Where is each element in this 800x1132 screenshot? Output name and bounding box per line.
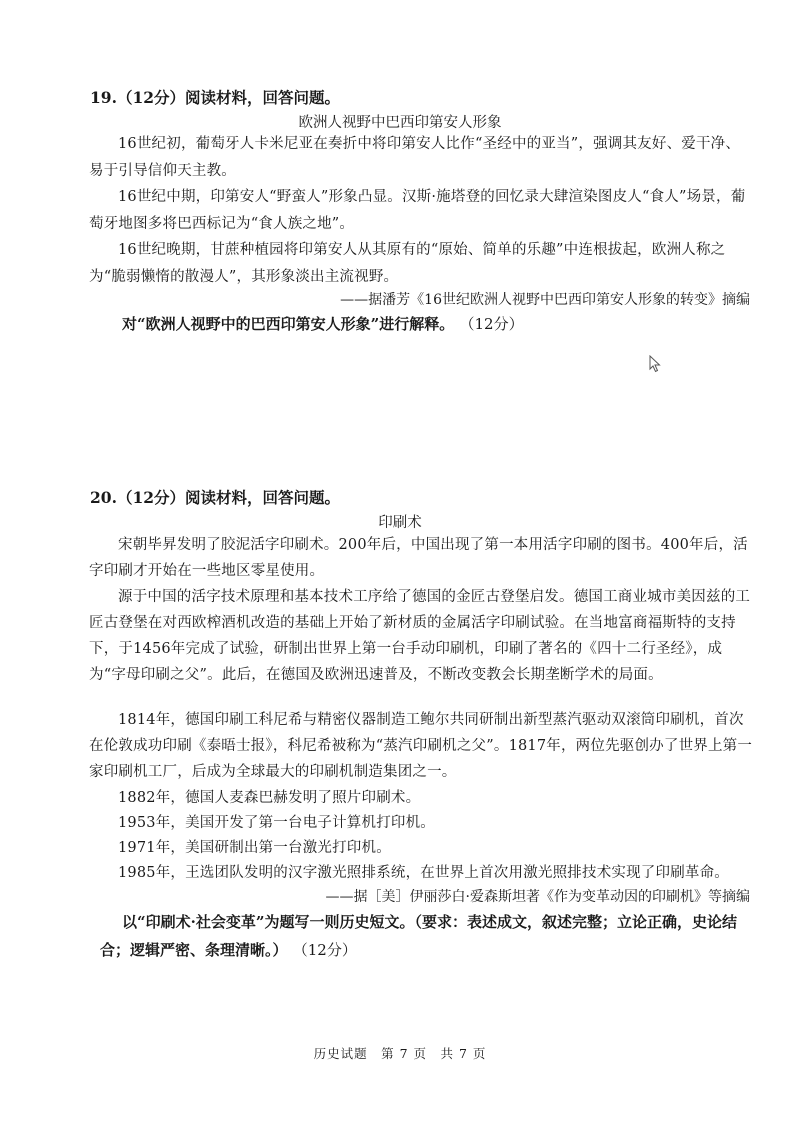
- q20-material-title: 印刷术: [378, 515, 422, 531]
- q20-paragraph-1: 宋朝毕昇发明了胶泥活字印刷术。200年后，中国出现了第一本用活字印刷的图书。400年后，活字印刷才开始在一些地区零星使用。: [89, 537, 748, 579]
- q20-paragraph-3: 1814年，德国印刷工科尼希与精密仪器制造工鲍尔共同研制出新型蒸汽驱动双滚筒印刷机，首次在伦敦成功印刷《泰晤士报》，科尼希被称为“蒸汽印刷机之父”。1817年，两位先驱创办了世界上第一家印刷机工厂，后成为全球最大的印刷机制造集团之一。: [89, 712, 753, 780]
- q19-paragraph-2: 16世纪中期，印第安人“野蛮人”形象凸显。汉斯·施塔登的回忆录大肆渲染图皮人“食人”场景，葡萄牙地图多将巴西标记为“食人族之地”。: [89, 189, 746, 232]
- q20-task: [100, 908, 760, 964]
- page-footer: 历史试题 第 7 页 共 7 页: [313, 1046, 487, 1061]
- q20-paragraph-5: 1953年，美国开发了第一台电子计算机打印机。: [118, 815, 435, 831]
- q19-heading: 19.（12分）阅读材料，回答问题。: [90, 88, 341, 107]
- q20-paragraph-6: 1971年，美国研制出第一台激光打印机。: [118, 840, 391, 856]
- q19-paragraph-1: 16世纪初，葡萄牙人卡米尼亚在奏折中将印第安人比作“圣经中的亚当”，强调其友好、爱干净、易于引导信仰天主教。: [89, 136, 741, 179]
- q20-paragraph-7: 1985年，王选团队发明的汉字激光照排系统，在世界上首次用激光照排技术实现了印刷革命。: [118, 865, 729, 881]
- q20-paragraph-2: 源于中国的活字技术原理和基本技术工序给了德国的金匠古登堡启发。德国工商业城市美因兹的工匠古登堡在对西欧榨酒机改造的基础上开始了新材质的金属活字印刷试验。在当地富商福斯特的支持下，于1456年完成了试验，研制出世界上第一台手动印刷机，印刷了著名的《四十二行圣经》，成为“字母印刷之父”。此后，在德国及欧洲迅速普及，不断改变教会长期垄断学术的局面。: [89, 589, 751, 683]
- q19-source: ——据潘芳《16世纪欧洲人视野中巴西印第安人形象的转变》摘编: [340, 292, 750, 308]
- mouse-pointer-icon: [649, 355, 661, 373]
- q19-task: [122, 310, 782, 338]
- q19-points: （12分）: [459, 315, 524, 333]
- q20-task-text: 以“印刷术·社会变革”为题写一则历史短文。（要求：表述成文，叙述完整；立论正确，史论结合；逻辑严密、条理清晰。）: [100, 913, 737, 959]
- q20-heading: 20.（12分）阅读材料，回答问题。: [90, 488, 341, 507]
- q19-task-text: 对“欧洲人视野中的巴西印第安人形象”进行解释。: [122, 315, 455, 333]
- q20-source: ——据［美］伊丽莎白·爱森斯坦著《作为变革动因的印刷机》等摘编: [325, 889, 750, 905]
- q19-paragraph-3: 16世纪晚期，甘蔗种植园将印第安人从其原有的“原始、简单的乐趣”中连根拔起，欧洲人称之为“脆弱懒惰的散漫人”，其形象淡出主流视野。: [89, 242, 726, 285]
- q20-points: （12分）: [292, 941, 357, 959]
- q19-material-title: 欧洲人视野中巴西印第安人形象: [298, 115, 502, 131]
- q20-paragraph-4: 1882年，德国人麦森巴赫发明了照片印刷术。: [118, 790, 421, 806]
